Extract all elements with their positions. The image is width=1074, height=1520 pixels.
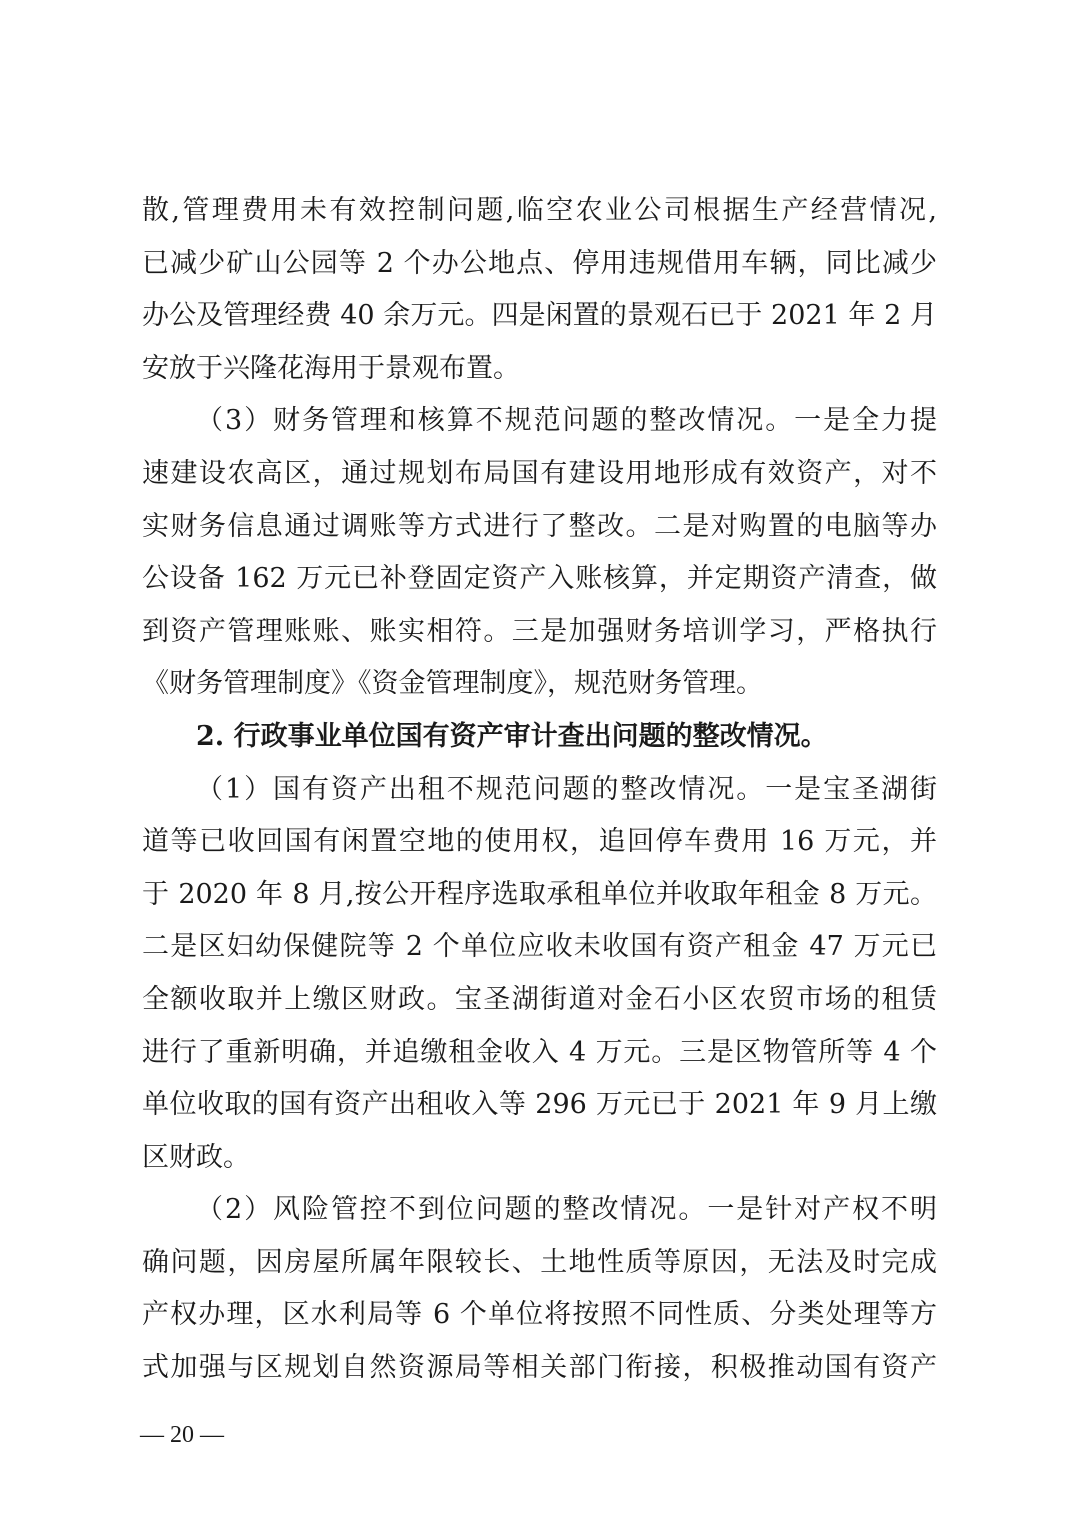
text-line: 单位收取的国有资产出租收入等 296 万元已于 2021 年 9 月上缴 bbox=[142, 1089, 937, 1121]
text-line: （1）国有资产出租不规范问题的整改情况。一是宝圣湖街 bbox=[196, 773, 937, 805]
text-line: 安放于兴隆花海用于景观布置。 bbox=[142, 352, 520, 384]
text-line: 确问题，因房屋所属年限较长、土地性质等原因，无法及时完成 bbox=[142, 1246, 937, 1278]
text-line: 速建设农高区，通过规划布局国有建设用地形成有效资产，对不 bbox=[142, 457, 937, 489]
text-line: 区财政。 bbox=[142, 1141, 250, 1173]
text-line: 《财务管理制度》《资金管理制度》，规范财务管理。 bbox=[142, 668, 763, 700]
document-body bbox=[142, 185, 937, 1395]
text-line: （2）风险管控不到位问题的整改情况。一是针对产权不明 bbox=[196, 1194, 937, 1226]
paragraph-lease-rectification bbox=[142, 764, 937, 1185]
paragraph-continuation bbox=[142, 185, 937, 395]
text-line: 于 2020 年 8 月,按公开程序选取承租单位并收取年租金 8 万元。 bbox=[142, 878, 937, 910]
text-line: 实财务信息通过调账等方式进行了整改。二是对购置的电脑等办 bbox=[142, 510, 937, 542]
text-line: 公设备 162 万元已补登固定资产入账核算，并定期资产清查，做 bbox=[142, 563, 937, 595]
heading-line: 2. 行政事业单位国有资产审计查出问题的整改情况。 bbox=[196, 720, 828, 752]
text-line: 式加强与区规划自然资源局等相关部门衔接，积极推动国有资产 bbox=[142, 1352, 937, 1384]
text-line: （3）财务管理和核算不规范问题的整改情况。一是全力提 bbox=[196, 405, 937, 437]
section-heading bbox=[142, 711, 937, 764]
text-line: 二是区妇幼保健院等 2 个单位应收未收国有资产租金 47 万元已 bbox=[142, 931, 937, 963]
page-number: — 20 — bbox=[140, 1422, 224, 1448]
text-line: 产权办理，区水利局等 6 个单位将按照不同性质、分类处理等方 bbox=[142, 1299, 937, 1331]
text-line: 已减少矿山公园等 2 个办公地点、停用违规借用车辆，同比减少 bbox=[142, 247, 937, 279]
text-line: 散,管理费用未有效控制问题,临空农业公司根据生产经营情况, bbox=[142, 195, 937, 226]
text-line: 全额收取并上缴区财政。宝圣湖街道对金石小区农贸市场的租赁 bbox=[142, 983, 937, 1015]
text-line: 办公及管理经费 40 余万元。四是闲置的景观石已于 2021 年 2 月 bbox=[142, 300, 937, 332]
paragraph-finance-rectification bbox=[142, 395, 937, 711]
text-line: 到资产管理账账、账实相符。三是加强财务培训学习，严格执行 bbox=[142, 615, 937, 647]
text-line: 道等已收回国有闲置空地的使用权，追回停车费用 16 万元，并 bbox=[142, 826, 937, 858]
text-line: 进行了重新明确，并追缴租金收入 4 万元。三是区物管所等 4 个 bbox=[142, 1036, 937, 1068]
paragraph-risk-control-rectification bbox=[142, 1184, 937, 1394]
